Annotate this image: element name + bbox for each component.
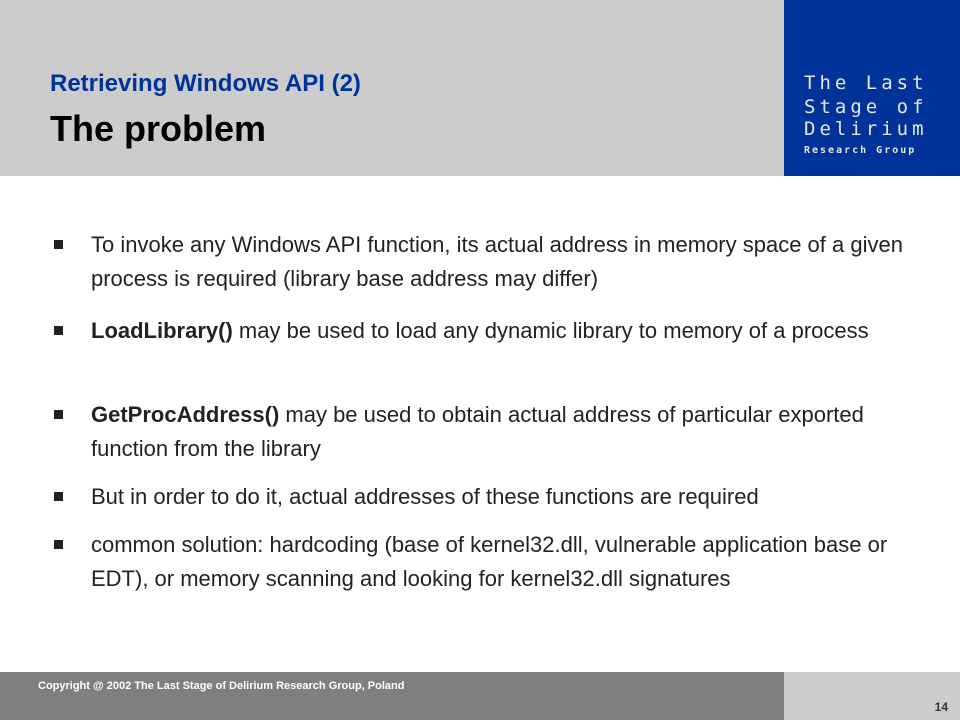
logo-line-1: The Last: [804, 72, 928, 94]
square-bullet-icon: [54, 540, 63, 549]
square-bullet-icon: [54, 492, 63, 501]
bullet-bold: GetProcAddress(): [91, 402, 280, 427]
copyright-text: Copyright @ 2002 The Last Stage of Delirium Research Group, Poland: [38, 680, 405, 692]
title-bar: [0, 0, 784, 176]
bullet-text: To invoke any Windows API function, its actual address in memory space of a given process is required (library base address may differ): [91, 232, 903, 291]
logo-line-2: Stage of: [804, 96, 928, 118]
square-bullet-icon: [54, 410, 63, 419]
bullet-bold: LoadLibrary(): [91, 318, 233, 343]
page-number: 14: [934, 700, 948, 714]
bullet-text: common solution: hardcoding (base of kernel32.dll, vulnerable application base or EDT), or memory scanning and looking for kernel32.dll signatures: [91, 532, 888, 591]
logo-line-3: Delirium: [804, 118, 928, 140]
lsd-logo: [784, 0, 960, 176]
slide-title: The problem: [50, 108, 267, 149]
bullet-text: may be used to obtain actual address of particular exported function from the library: [91, 402, 864, 461]
footer-bar: [0, 672, 784, 720]
square-bullet-icon: [54, 326, 63, 335]
slide-subtitle: Retrieving Windows API (2): [50, 70, 361, 97]
bullet-text: But in order to do it, actual addresses of these functions are required: [91, 484, 759, 509]
square-bullet-icon: [54, 240, 63, 249]
bullet-text: may be used to load any dynamic library to memory of a process: [232, 318, 869, 343]
logo-subline: Research Group: [804, 145, 917, 156]
page-number-box: [784, 672, 960, 720]
